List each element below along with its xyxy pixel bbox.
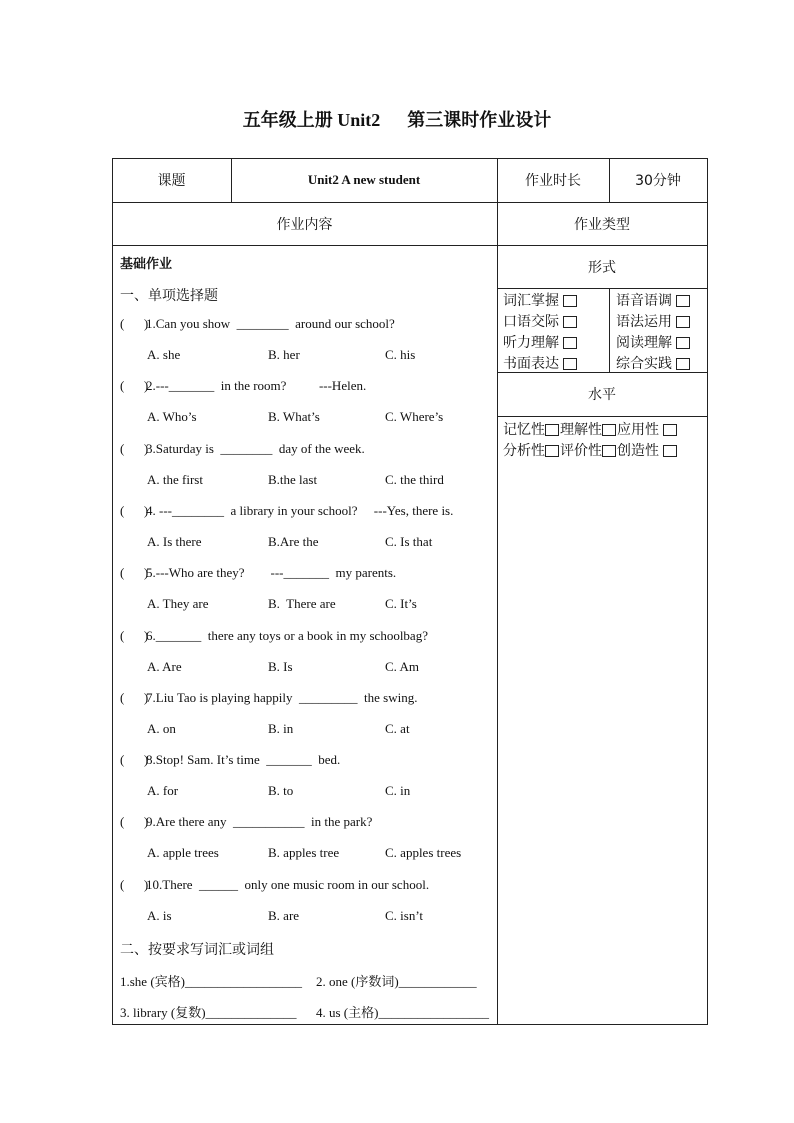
option-a[interactable]: A. They are	[147, 596, 209, 611]
checkbox-icon	[602, 424, 616, 436]
answer-blank[interactable]: ( )	[120, 690, 149, 705]
form-item-practice[interactable]: 综合实践	[616, 353, 690, 373]
option-a[interactable]: A. the first	[147, 472, 203, 487]
option-a[interactable]: A. on	[147, 721, 176, 736]
option-c[interactable]: C. It’s	[385, 596, 417, 611]
checkbox-icon	[676, 358, 690, 370]
answer-blank[interactable]: ( )	[120, 378, 149, 393]
form-item-grammar[interactable]: 语法运用	[616, 311, 690, 331]
checkbox-icon	[676, 295, 690, 307]
form-item-listening[interactable]: 听力理解	[503, 332, 577, 352]
level-analysis: 分析性	[503, 443, 545, 459]
level-memory: 记忆性	[503, 422, 545, 438]
option-a[interactable]: A. she	[147, 347, 181, 362]
section1-title: 一、单项选择题	[120, 288, 218, 304]
answer-blank[interactable]: ( )	[120, 814, 149, 829]
topic-value: Unit2 A new student	[307, 172, 421, 187]
form-item-pronunciation[interactable]: 语音语调	[616, 290, 690, 310]
option-b[interactable]: B. Is	[268, 659, 293, 674]
question-text: 8.Stop! Sam. It’s time _______ bed.	[146, 752, 341, 767]
question-text: 4. ---________ a library in your school? ---Yes, there is.	[146, 503, 454, 518]
option-b[interactable]: B. There are	[268, 596, 336, 611]
checkbox-icon	[676, 316, 690, 328]
question-stem	[120, 316, 395, 332]
form-item-writing[interactable]: 书面表达	[503, 353, 577, 373]
form-item-reading[interactable]: 阅读理解	[616, 332, 690, 352]
question-text: 9.Are there any ___________ in the park?	[146, 814, 373, 829]
page-title	[0, 106, 794, 132]
answer-blank[interactable]: ( )	[120, 565, 149, 580]
basic-label: 基础作业	[120, 257, 173, 272]
option-b[interactable]: B. to	[268, 783, 294, 798]
checkbox-icon	[563, 316, 577, 328]
level-application: 应用性	[617, 422, 659, 438]
title-gap	[380, 110, 407, 130]
answer-blank[interactable]: ( )	[120, 503, 149, 518]
option-c[interactable]: C. apples trees	[385, 845, 462, 860]
question-text: 5.---Who are they? ---_______ my parents.	[146, 565, 397, 580]
option-a[interactable]: A. is	[147, 908, 172, 923]
question-stem	[120, 690, 417, 706]
checkbox-icon	[563, 337, 577, 349]
question-text: 7.Liu Tao is playing happily _________ the swing.	[146, 690, 418, 705]
checkbox-icon	[602, 445, 616, 457]
question-stem	[120, 378, 366, 394]
duration-label: 作业时长	[525, 173, 581, 189]
word-item-2[interactable]: 2. one (序数词)____________	[316, 974, 477, 989]
question-stem	[120, 814, 372, 830]
checkbox-icon	[563, 358, 577, 370]
topic-label: 课题	[157, 173, 186, 189]
option-c[interactable]: C. the third	[385, 472, 444, 487]
question-stem	[120, 628, 428, 644]
answer-blank[interactable]: ( )	[120, 752, 149, 767]
option-c[interactable]: C. his	[385, 347, 416, 362]
option-c[interactable]: C. Am	[385, 659, 419, 674]
option-c[interactable]: C. isn’t	[385, 908, 424, 923]
checkbox-icon	[676, 337, 690, 349]
answer-blank[interactable]: ( )	[120, 877, 149, 892]
content-label: 作业内容	[276, 216, 333, 233]
option-a[interactable]: A. Who’s	[147, 409, 197, 424]
title-left: 五年级上册 Unit2	[242, 110, 381, 130]
option-b[interactable]: B. What’s	[268, 409, 320, 424]
checkbox-icon	[545, 424, 559, 436]
option-b[interactable]: B. her	[268, 347, 300, 362]
level-evaluation: 评价性	[560, 443, 602, 459]
checkbox-icon	[545, 445, 559, 457]
option-b[interactable]: B. apples tree	[268, 845, 340, 860]
question-text: 2.---_______ in the room? ---Helen.	[146, 378, 367, 393]
question-stem	[120, 565, 396, 581]
question-text: 10.There ______ only one music room in our school.	[146, 877, 430, 892]
level-creation: 创造性	[617, 443, 659, 459]
checkbox-icon	[663, 424, 677, 436]
checkbox-icon	[563, 295, 577, 307]
level-row-1[interactable]	[503, 419, 677, 439]
section2-title: 二、按要求写词汇或词组	[120, 942, 274, 958]
question-text: 1.Can you show ________ around our school?	[146, 316, 395, 331]
duration-value: 30分钟	[635, 173, 681, 189]
option-b[interactable]: B.the last	[268, 472, 318, 487]
option-a[interactable]: A. for	[147, 783, 179, 798]
question-stem	[120, 441, 365, 457]
level-label: 水平	[588, 387, 616, 403]
answer-blank[interactable]: ( )	[120, 316, 149, 331]
question-stem	[120, 503, 453, 519]
form-item-vocab[interactable]: 词汇掌握	[503, 290, 577, 310]
option-c[interactable]: C. Where’s	[385, 409, 444, 424]
question-text: 3.Saturday is ________ day of the week.	[146, 441, 365, 456]
question-text: 6._______ there any toys or a book in my schoolbag?	[146, 628, 428, 643]
option-b[interactable]: B. in	[268, 721, 294, 736]
level-row-2[interactable]	[503, 440, 677, 460]
option-c[interactable]: C. at	[385, 721, 410, 736]
option-a[interactable]: A. Is there	[147, 534, 202, 549]
word-item-3[interactable]: 3. library (复数)______________	[120, 1005, 297, 1020]
word-item-1[interactable]: 1.she (宾格)__________________	[120, 974, 302, 989]
title-right: 第三课时作业设计	[407, 110, 552, 130]
level-understanding: 理解性	[560, 422, 602, 438]
type-label: 作业类型	[574, 216, 630, 233]
word-item-4[interactable]: 4. us (主格)_________________	[316, 1005, 489, 1020]
option-c[interactable]: C. Is that	[385, 534, 433, 549]
option-c[interactable]: C. in	[385, 783, 411, 798]
question-stem	[120, 752, 340, 768]
checkbox-icon	[663, 445, 677, 457]
option-b[interactable]: B. are	[268, 908, 300, 923]
option-a[interactable]: A. Are	[147, 659, 182, 674]
answer-blank[interactable]: ( )	[120, 628, 149, 643]
option-a[interactable]: A. apple trees	[147, 845, 219, 860]
question-stem	[120, 877, 429, 893]
form-label: 形式	[588, 259, 616, 276]
answer-blank[interactable]: ( )	[120, 441, 149, 456]
option-b[interactable]: B.Are the	[268, 534, 319, 549]
form-item-speaking[interactable]: 口语交际	[503, 311, 577, 331]
